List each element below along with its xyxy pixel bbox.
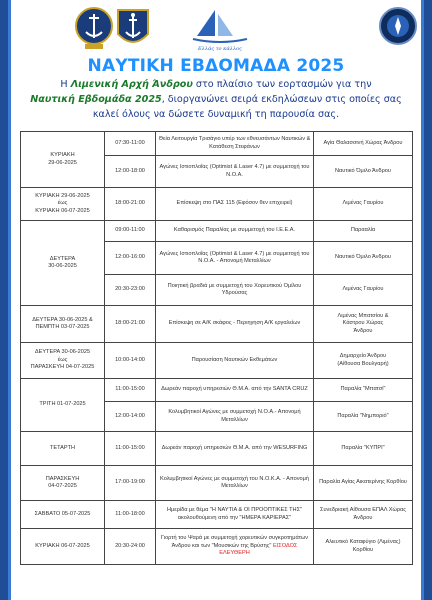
event-cell: Αγώνες Ιστιοπλοΐας (Optimist & Laser 4.7) με συμμετοχή του Ν.Ο.Α. (156, 156, 314, 188)
time-cell: 12:00-18:00 (105, 156, 156, 188)
place-cell: Ναυτικό Όμιλο Άνδρου (314, 242, 413, 275)
day-cell: ΤΕΤΑΡΤΗ (21, 432, 105, 466)
place-cell: Δημαρχείο Άνδρου (Αίθουσα Βουλγαρή) (314, 343, 413, 379)
time-cell: 11:00-15:00 (105, 379, 156, 402)
page-title: ΝΑΥΤΙΚΗ ΕΒΔΟΜΑΔΑ 2025 (87, 56, 345, 76)
time-cell: 07:30-11:00 (105, 132, 156, 156)
place-cell: Παραλία "Νημποριό" (314, 402, 413, 432)
place-cell: Συνεδριακή Αίθουσα ΕΠΑΛ Χώρας Άνδρου (314, 501, 413, 529)
time-cell: 10:00-14:00 (105, 343, 156, 379)
time-cell: 20:30-24:00 (105, 529, 156, 565)
place-cell: Αγία Θαλασσινή Χώρας Άνδρου (314, 132, 413, 156)
time-cell: 18:00-21:00 (105, 306, 156, 343)
table-row (21, 379, 413, 402)
free-entry-notice: ΕΙΣΟΔΟΣ ΕΛΕΥΘΕΡΗ (219, 542, 298, 557)
place-cell: Λιμένας Μπατσίου & Κάστρου Χώρας Άνδρου (314, 306, 413, 343)
day-cell: ΚΥΡΙΑΚΗ 29-06-2025 (21, 132, 105, 188)
place-cell: Παραλία Αγίας Αικατερίνης Κορθίου (314, 466, 413, 501)
time-cell: 18:00-21:00 (105, 188, 156, 221)
place-cell: Παραλία "Μπατσί" (314, 379, 413, 402)
place-cell: Λιμένας Γαυρίου (314, 188, 413, 221)
time-cell: 11:00-18:00 (105, 501, 156, 529)
table-row (21, 501, 413, 529)
event-cell: Δωρεάν παροχή υπηρεσιών Θ.Μ.Α. από την SANTA CRUZ (156, 379, 314, 402)
intro-text: Η Λιμενική Αρχή Άνδρου στο πλαίσιο των εορτασμών για την Ναυτική Εβδομάδα 2025, διοργανώνει σειρά εκδηλώσεων στις οποίες σας καλεί όλους να δώσετε δυναμική τη παρουσία σας. (30, 79, 402, 120)
sailboat-logo-icon (185, 4, 255, 52)
table-row (21, 343, 413, 379)
day-cell: ΔΕΥΤΕΡΑ 30-06-2025 έως ΠΑΡΑΣΚΕΥΗ 04-07-2025 (21, 343, 105, 379)
table-row (21, 466, 413, 501)
table-row (21, 529, 413, 565)
event-cell: Καθαρισμός Παραλίας με συμμετοχή του Ι.Ε.Ε.Α. (156, 221, 314, 242)
day-cell: ΠΑΡΑΣΚΕΥΗ 04-07-2025 (21, 466, 105, 501)
left-decorative-bar (0, 0, 8, 600)
place-cell: Παραλία "ΚΥΠΡΙ" (314, 432, 413, 466)
shield-emblem-icon (377, 4, 419, 52)
anchor-crest-icon (112, 4, 154, 52)
table-row (21, 132, 413, 156)
event-cell (156, 529, 314, 565)
event-cell: Κολυμβητικοί Αγώνες με συμμετοχή του Ν.Ο.Κ.Α. - Απονομή Μεταλλίων (156, 466, 314, 501)
place-cell: Ναυτικό Όμιλο Άνδρου (314, 156, 413, 188)
event-cell: Ποιητική βραδιά με συμμετοχή του Χορευτικού Ομίλου Υδρούσας (156, 275, 314, 306)
time-cell: 20:30-23:00 (105, 275, 156, 306)
day-cell: ΔΕΥΤΕΡΑ 30-06-2025 & ΠΕΜΠΤΗ 03-07-2025 (21, 306, 105, 343)
day-cell: ΣΑΒΒΑΤΟ 05-07-2025 (21, 501, 105, 529)
event-cell: Κολυμβητικοί Αγώνες με συμμετοχή Ν.Ο.Α.- Απονομή Μεταλλίων (156, 402, 314, 432)
event-cell: Παρουσίαση Ναυτικών Εκθεμάτων (156, 343, 314, 379)
event-cell: Δωρεάν παροχή υπηρεσιών Θ.Μ.Α. από την WESURFING (156, 432, 314, 466)
time-cell: 11:00-15:00 (105, 432, 156, 466)
event-description: Γιορτή του Ψαρά με συμμετοχή χορευτικών συγκροτημάτων Άνδρου και των "Μουσικών της Βρύσης" (160, 535, 309, 549)
time-cell: 12:00-14:00 (105, 402, 156, 432)
table-row (21, 188, 413, 221)
place-cell: Αλιευτικό Καταφύγιο (Λιμένας) Κορθίου (314, 529, 413, 565)
day-cell: ΔΕΥΤΕΡΑ 30-06-2025 (21, 221, 105, 306)
place-cell: Λιμένας Γαυρίου (314, 275, 413, 306)
place-cell: Παρααλία (314, 221, 413, 242)
schedule-table (20, 131, 413, 565)
coast-guard-emblem-icon (73, 4, 115, 52)
event-cell: Επίσκεψη σε Α/Κ σκάφος - Περιηγηση Α/Κ εργαλείων (156, 306, 314, 343)
event-cell: Θεία Λειτουργία Τρισάγιο υπέρ των εθνευσάντων Ναυτικών & Κατάθεση Στεφάνων (156, 132, 314, 156)
organizer-name: Λιμενική Αρχή Άνδρου (70, 79, 193, 90)
table-row (21, 306, 413, 343)
event-cell: Αγώνες Ιστιοπλοΐας (Optimist & Laser 4.7) με συμμετοχή του Ν.Ο.Α. - Απονομή Μεταλλίων (156, 242, 314, 275)
table-row (21, 221, 413, 242)
time-cell: 12:00-16:00 (105, 242, 156, 275)
event-cell: Ημερίδα με θέμα "Η ΝΑΥΤΙΑ & ΟΙ ΠΡΟΟΠΤΙΚΕΣ ΤΗΣ" ακολουθούμενη από την "ΗΜΕΡΑ ΚΑΡΙΕΡΑΣ" (156, 501, 314, 529)
day-cell: ΚΥΡΙΑΚΗ 06-07-2025 (21, 529, 105, 565)
event-name: Ναυτική Εβδομάδα 2025 (30, 94, 162, 105)
right-decorative-bar (424, 0, 432, 600)
day-cell: ΤΡΙΤΗ 01-07-2025 (21, 379, 105, 432)
event-cell: Επίσκεψη στο ΠΑΣ 115 (Εφόσον θεν επιχειρεί) (156, 188, 314, 221)
badge-caption: Ελλάς το κάλλος (198, 46, 242, 52)
time-cell: 09:00-11:00 (105, 221, 156, 242)
day-cell: ΚΥΡΙΑΚΗ 29-06-2025 έως ΚΥΡΙΑΚΗ 06-07-2025 (21, 188, 105, 221)
table-row (21, 432, 413, 466)
time-cell: 17:00-19:00 (105, 466, 156, 501)
logos-row (0, 2, 432, 54)
